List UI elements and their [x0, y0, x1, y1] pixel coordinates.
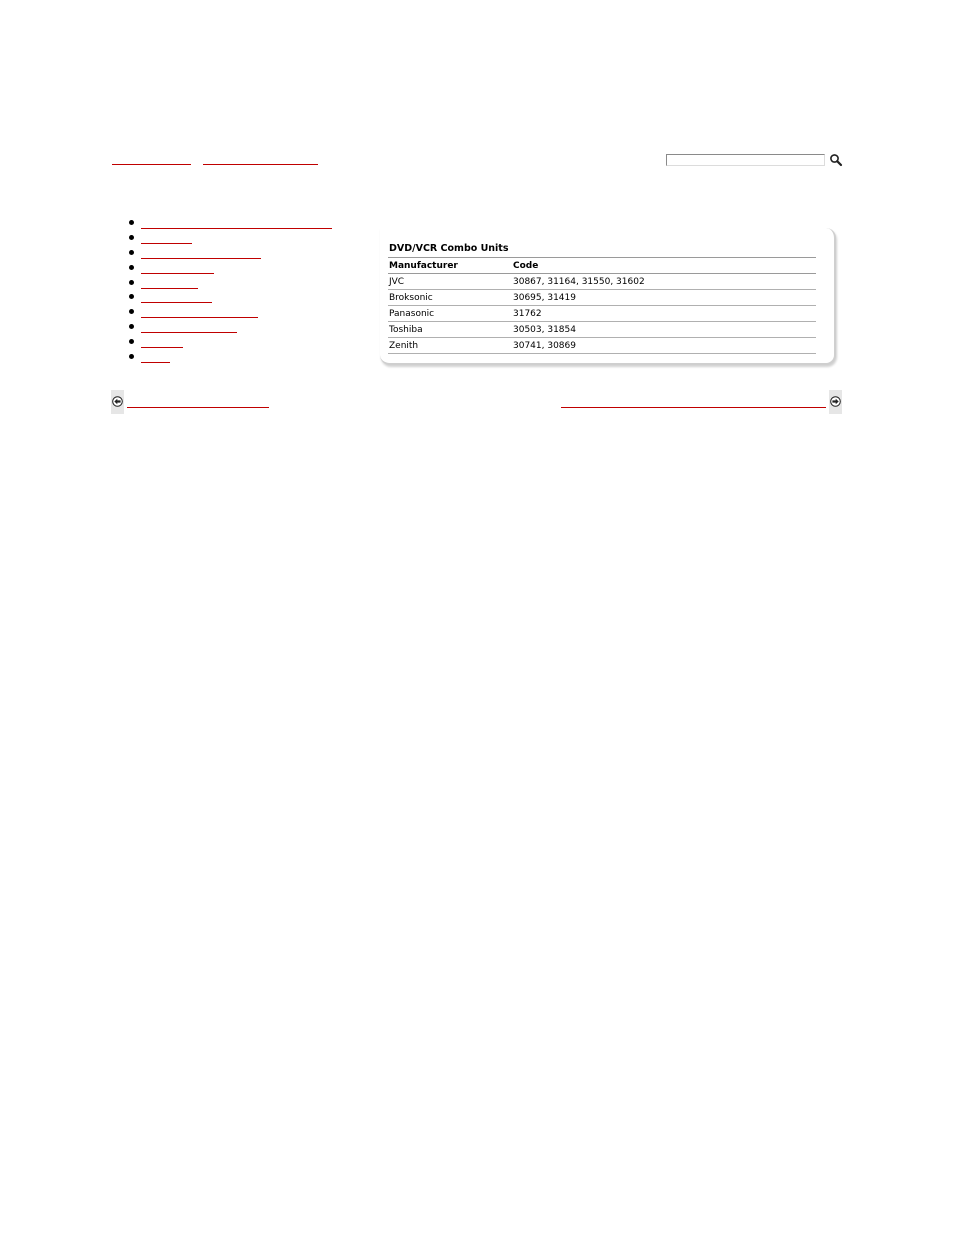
table-row [388, 322, 816, 338]
header-code: Code [512, 258, 816, 274]
section-link[interactable] [141, 320, 237, 333]
top-nav-link-2[interactable] [203, 152, 318, 165]
search-button[interactable] [829, 152, 843, 166]
section-link[interactable] [141, 305, 258, 318]
section-link[interactable] [141, 276, 198, 289]
section-link[interactable] [141, 290, 212, 303]
next-page-link[interactable] [561, 395, 826, 408]
manufacturer-cell: Zenith [388, 338, 512, 354]
table-row [388, 274, 816, 290]
section-link[interactable] [141, 231, 192, 244]
arrow-right-icon [830, 396, 841, 407]
section-link[interactable] [141, 261, 214, 274]
bullet-icon [129, 265, 134, 270]
bullet-icon [129, 280, 134, 285]
section-link[interactable] [141, 350, 170, 363]
code-cell: 30695, 31419 [512, 290, 816, 306]
manufacturer-cell: JVC [388, 274, 512, 290]
code-cell: 30741, 30869 [512, 338, 816, 354]
table-row [388, 306, 816, 322]
manufacturer-cell: Panasonic [388, 306, 512, 322]
code-cell: 30503, 31854 [512, 322, 816, 338]
codes-table [388, 257, 816, 354]
section-link[interactable] [141, 216, 332, 229]
previous-page-link[interactable] [127, 395, 269, 408]
code-cell: 31762 [512, 306, 816, 322]
bullet-icon [129, 324, 134, 329]
section-link[interactable] [141, 335, 183, 348]
top-nav-link-1[interactable] [112, 152, 191, 165]
previous-page-button[interactable] [111, 390, 124, 414]
table-title: DVD/VCR Combo Units [389, 243, 509, 254]
bullet-icon [129, 250, 134, 255]
table-row [388, 338, 816, 354]
bullet-icon [129, 339, 134, 344]
arrow-left-icon [112, 396, 123, 407]
bullet-icon [129, 294, 134, 299]
search-input[interactable] [666, 154, 825, 166]
table-row [388, 290, 816, 306]
bullet-icon [129, 309, 134, 314]
bullet-icon [129, 220, 134, 225]
table-header-row [388, 258, 816, 274]
magnifier-icon [829, 153, 843, 167]
manufacturer-cell: Toshiba [388, 322, 512, 338]
bullet-icon [129, 235, 134, 240]
codes-card [380, 228, 836, 365]
next-page-button[interactable] [829, 390, 842, 414]
manufacturer-cell: Broksonic [388, 290, 512, 306]
code-cell: 30867, 31164, 31550, 31602 [512, 274, 816, 290]
header-manufacturer: Manufacturer [388, 258, 512, 274]
section-link[interactable] [141, 246, 261, 259]
bullet-icon [129, 354, 134, 359]
